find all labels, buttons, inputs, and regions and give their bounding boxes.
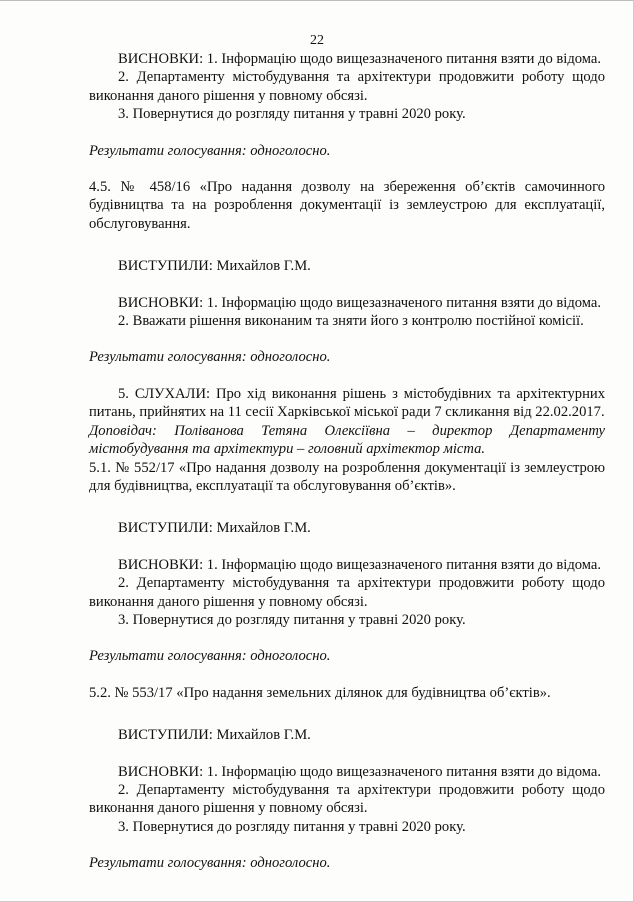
conclusion-item: 3. Повернутися до розгляду питання у травні 2020 року. (118, 611, 466, 628)
voting-results: Результати голосування: одноголосно. (89, 142, 331, 159)
conclusion-item: 2. Вважати рішення виконаним та зняти його з контролю постійної комісії. (118, 313, 584, 330)
conclusion-item: 3. Повернутися до розгляду питання у травні 2020 року. (118, 106, 466, 123)
conclusions-paragraph: ВИСНОВКИ: 1. Інформацію щодо вищезазначеного питання взяти до відома. (118, 556, 602, 573)
voting-results: Результати голосування: одноголосно. (89, 648, 331, 665)
agenda-item: 5.1. № 552/17 «Про надання дозволу на розроблення документації із землеустрою для будівництва, експлуатації та обслуговування об’єктів». (89, 459, 605, 494)
agenda-item: 4.5. № 458/16 «Про надання дозволу на збереження об’єктів самочинного будівництва та на розроблення документації із землеустрою для експлуатації, обслуговування. (89, 179, 605, 232)
document-body (89, 50, 605, 873)
agenda-item: 5.2. № 553/17 «Про надання земельних ділянок для будівництва об’єктів». (89, 684, 551, 701)
conclusion-item: 3. Повернутися до розгляду питання у травні 2020 року. (118, 818, 466, 835)
conclusions-paragraph: ВИСНОВКИ: 1. Інформацію щодо вищезазначеного питання взяти до відома. (118, 294, 602, 311)
speakers-line: ВИСТУПИЛИ: Михайлов Г.М. (118, 520, 311, 537)
page-number: 22 (310, 33, 324, 48)
speakers-line: ВИСТУПИЛИ: Михайлов Г.М. (118, 727, 311, 744)
heard-paragraph: 5. СЛУХАЛИ: Про хід виконання рішень з містобудівних та архітектурних питань, прийнятих на 11 сесії Харківської міської ради 7 скликання від 22.02.2017. (89, 385, 605, 421)
speakers-line: ВИСТУПИЛИ: Михайлов Г.М. (118, 258, 311, 275)
scan-border-top (0, 0, 634, 1)
conclusion-item: 2. Департаменту містобудування та архітектури продовжити роботу щодо виконання даного рішення у повному обсязі. (89, 575, 605, 610)
voting-results: Результати голосування: одноголосно. (89, 349, 331, 366)
conclusion-item: 2. Департаменту містобудування та архітектури продовжити роботу щодо виконання даного рішення у повному обсязі. (89, 781, 605, 817)
conclusions-paragraph: ВИСНОВКИ: 1. Інформацію щодо вищезазначеного питання взяти до відома. (118, 51, 602, 67)
speaker-paragraph: Доповідач: Поліванова Тетяна Олексіївна – директор Департаменту містобудування та архітектури – головний архітектор міста. (89, 422, 605, 458)
voting-results: Результати голосування: одноголосно. (89, 855, 331, 872)
conclusions-paragraph: ВИСНОВКИ: 1. Інформацію щодо вищезазначеного питання взяти до відома. (118, 763, 602, 780)
conclusion-item: 2. Департаменту містобудування та архітектури продовжити роботу щодо виконання даного рішення у повному обсязі. (89, 69, 605, 104)
